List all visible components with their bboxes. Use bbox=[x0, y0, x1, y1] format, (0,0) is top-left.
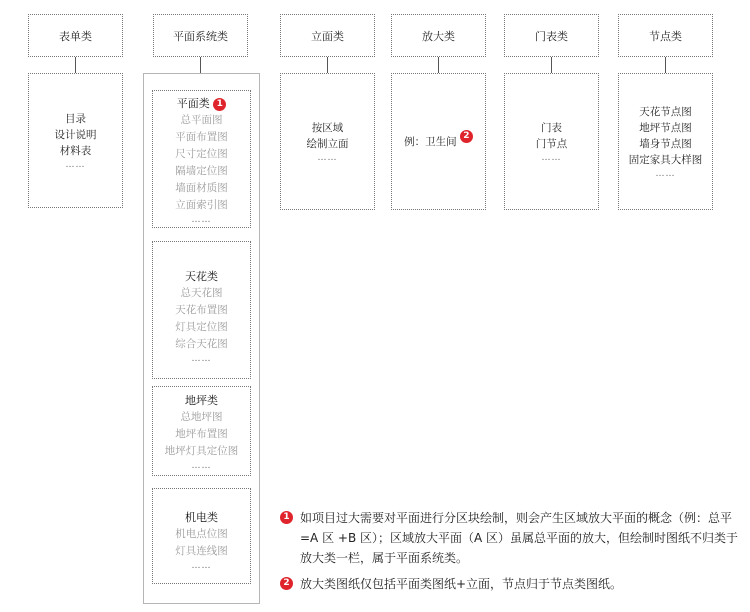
group-title: 天花类 bbox=[185, 270, 218, 283]
header-box-plan-system bbox=[153, 14, 248, 57]
header-label: 放大类 bbox=[422, 29, 455, 43]
list-item: 材料表 bbox=[59, 144, 92, 157]
footnote-text: 如项目过大需要对平面进行分区块绘制，则会产生区域放大平面的概念（例：总平 =A 区 +B 区）；区域放大平面（A 区）虽属总平面的放大，但绘制时图纸不归类于放大类一栏，属于平面系统类。 bbox=[300, 511, 739, 565]
content-box-details bbox=[618, 73, 713, 210]
plan-group-floor bbox=[152, 90, 251, 228]
note-1-icon: 1 bbox=[213, 98, 226, 111]
list-item: 总平面图 bbox=[180, 114, 223, 126]
ellipsis: …… bbox=[65, 159, 86, 170]
connector-line bbox=[665, 57, 666, 73]
list-item: 平面布置图 bbox=[175, 131, 228, 143]
list-item: 总地坪图 bbox=[180, 411, 223, 423]
list-item: 灯具定位图 bbox=[175, 321, 228, 333]
header-label: 节点类 bbox=[649, 29, 682, 43]
list-item: 固定家具大样图 bbox=[628, 153, 703, 166]
ellipsis: …… bbox=[317, 152, 338, 163]
list-item: 墙身节点图 bbox=[639, 137, 692, 150]
list-item: 尺寸定位图 bbox=[175, 148, 228, 160]
ellipsis: …… bbox=[541, 152, 562, 163]
content-box-forms bbox=[28, 73, 123, 208]
list-item: 门节点 bbox=[535, 137, 568, 150]
header-box-door-schedule bbox=[504, 14, 599, 57]
group-title: 机电类 bbox=[185, 511, 218, 524]
content-box-elevation bbox=[280, 73, 375, 210]
note-1-icon: 1 bbox=[280, 511, 293, 524]
list-item: 例：卫生间 2 bbox=[404, 134, 473, 150]
list-item: 设计说明 bbox=[54, 128, 97, 141]
plan-group-mep bbox=[152, 488, 251, 584]
list-item: 总天花图 bbox=[180, 287, 223, 299]
list-item: 地坪灯具定位图 bbox=[164, 445, 239, 457]
ellipsis: …… bbox=[191, 461, 212, 471]
plan-group-floor-finish bbox=[152, 386, 251, 476]
content-box-door-schedule bbox=[504, 73, 599, 210]
note-2-icon: 2 bbox=[280, 577, 293, 590]
group-title: 地坪类 bbox=[185, 394, 218, 407]
header-label: 表单类 bbox=[59, 29, 92, 43]
group-title: 平面类 1 bbox=[177, 95, 227, 112]
list-item: 地坪节点图 bbox=[639, 121, 692, 134]
content-box-enlarged bbox=[391, 73, 486, 210]
header-box-elevation bbox=[280, 14, 375, 57]
list-item: 门表 bbox=[541, 121, 562, 134]
note-2-icon: 2 bbox=[460, 130, 473, 143]
ellipsis: …… bbox=[655, 168, 676, 179]
ellipsis: …… bbox=[191, 561, 212, 571]
header-box-details bbox=[618, 14, 713, 57]
plan-group-ceiling bbox=[152, 241, 251, 379]
list-item: 立面索引图 bbox=[175, 199, 228, 211]
ellipsis: …… bbox=[191, 215, 212, 225]
list-item: 地坪布置图 bbox=[175, 428, 228, 440]
footnote-2 bbox=[280, 574, 740, 594]
header-label: 门表类 bbox=[535, 29, 568, 43]
connector-line bbox=[551, 57, 552, 73]
list-item: 绘制立面 bbox=[306, 137, 349, 150]
list-item: 机电点位图 bbox=[175, 528, 228, 540]
footnote-text: 放大类图纸仅包括平面类图纸+立面，节点归于节点类图纸。 bbox=[300, 577, 623, 591]
plan-system-container bbox=[143, 73, 260, 604]
list-item: 隔墙定位图 bbox=[175, 165, 228, 177]
ellipsis: …… bbox=[191, 354, 212, 364]
list-item: 天花布置图 bbox=[175, 304, 228, 316]
connector-line bbox=[200, 57, 201, 73]
connector-line bbox=[75, 57, 76, 73]
connector-line bbox=[327, 57, 328, 73]
header-label: 立面类 bbox=[311, 29, 344, 43]
header-label: 平面系统类 bbox=[173, 29, 228, 43]
footnote-1 bbox=[280, 508, 740, 568]
list-item: 墙面材质图 bbox=[175, 182, 228, 194]
header-box-enlarged bbox=[391, 14, 486, 57]
list-item: 目录 bbox=[65, 112, 86, 125]
list-item: 按区域 bbox=[311, 121, 344, 134]
connector-line bbox=[438, 57, 439, 73]
list-item: 综合天花图 bbox=[175, 338, 228, 350]
list-item: 天花节点图 bbox=[639, 105, 692, 118]
list-item: 灯具连线图 bbox=[175, 545, 228, 557]
header-box-forms bbox=[28, 14, 123, 57]
